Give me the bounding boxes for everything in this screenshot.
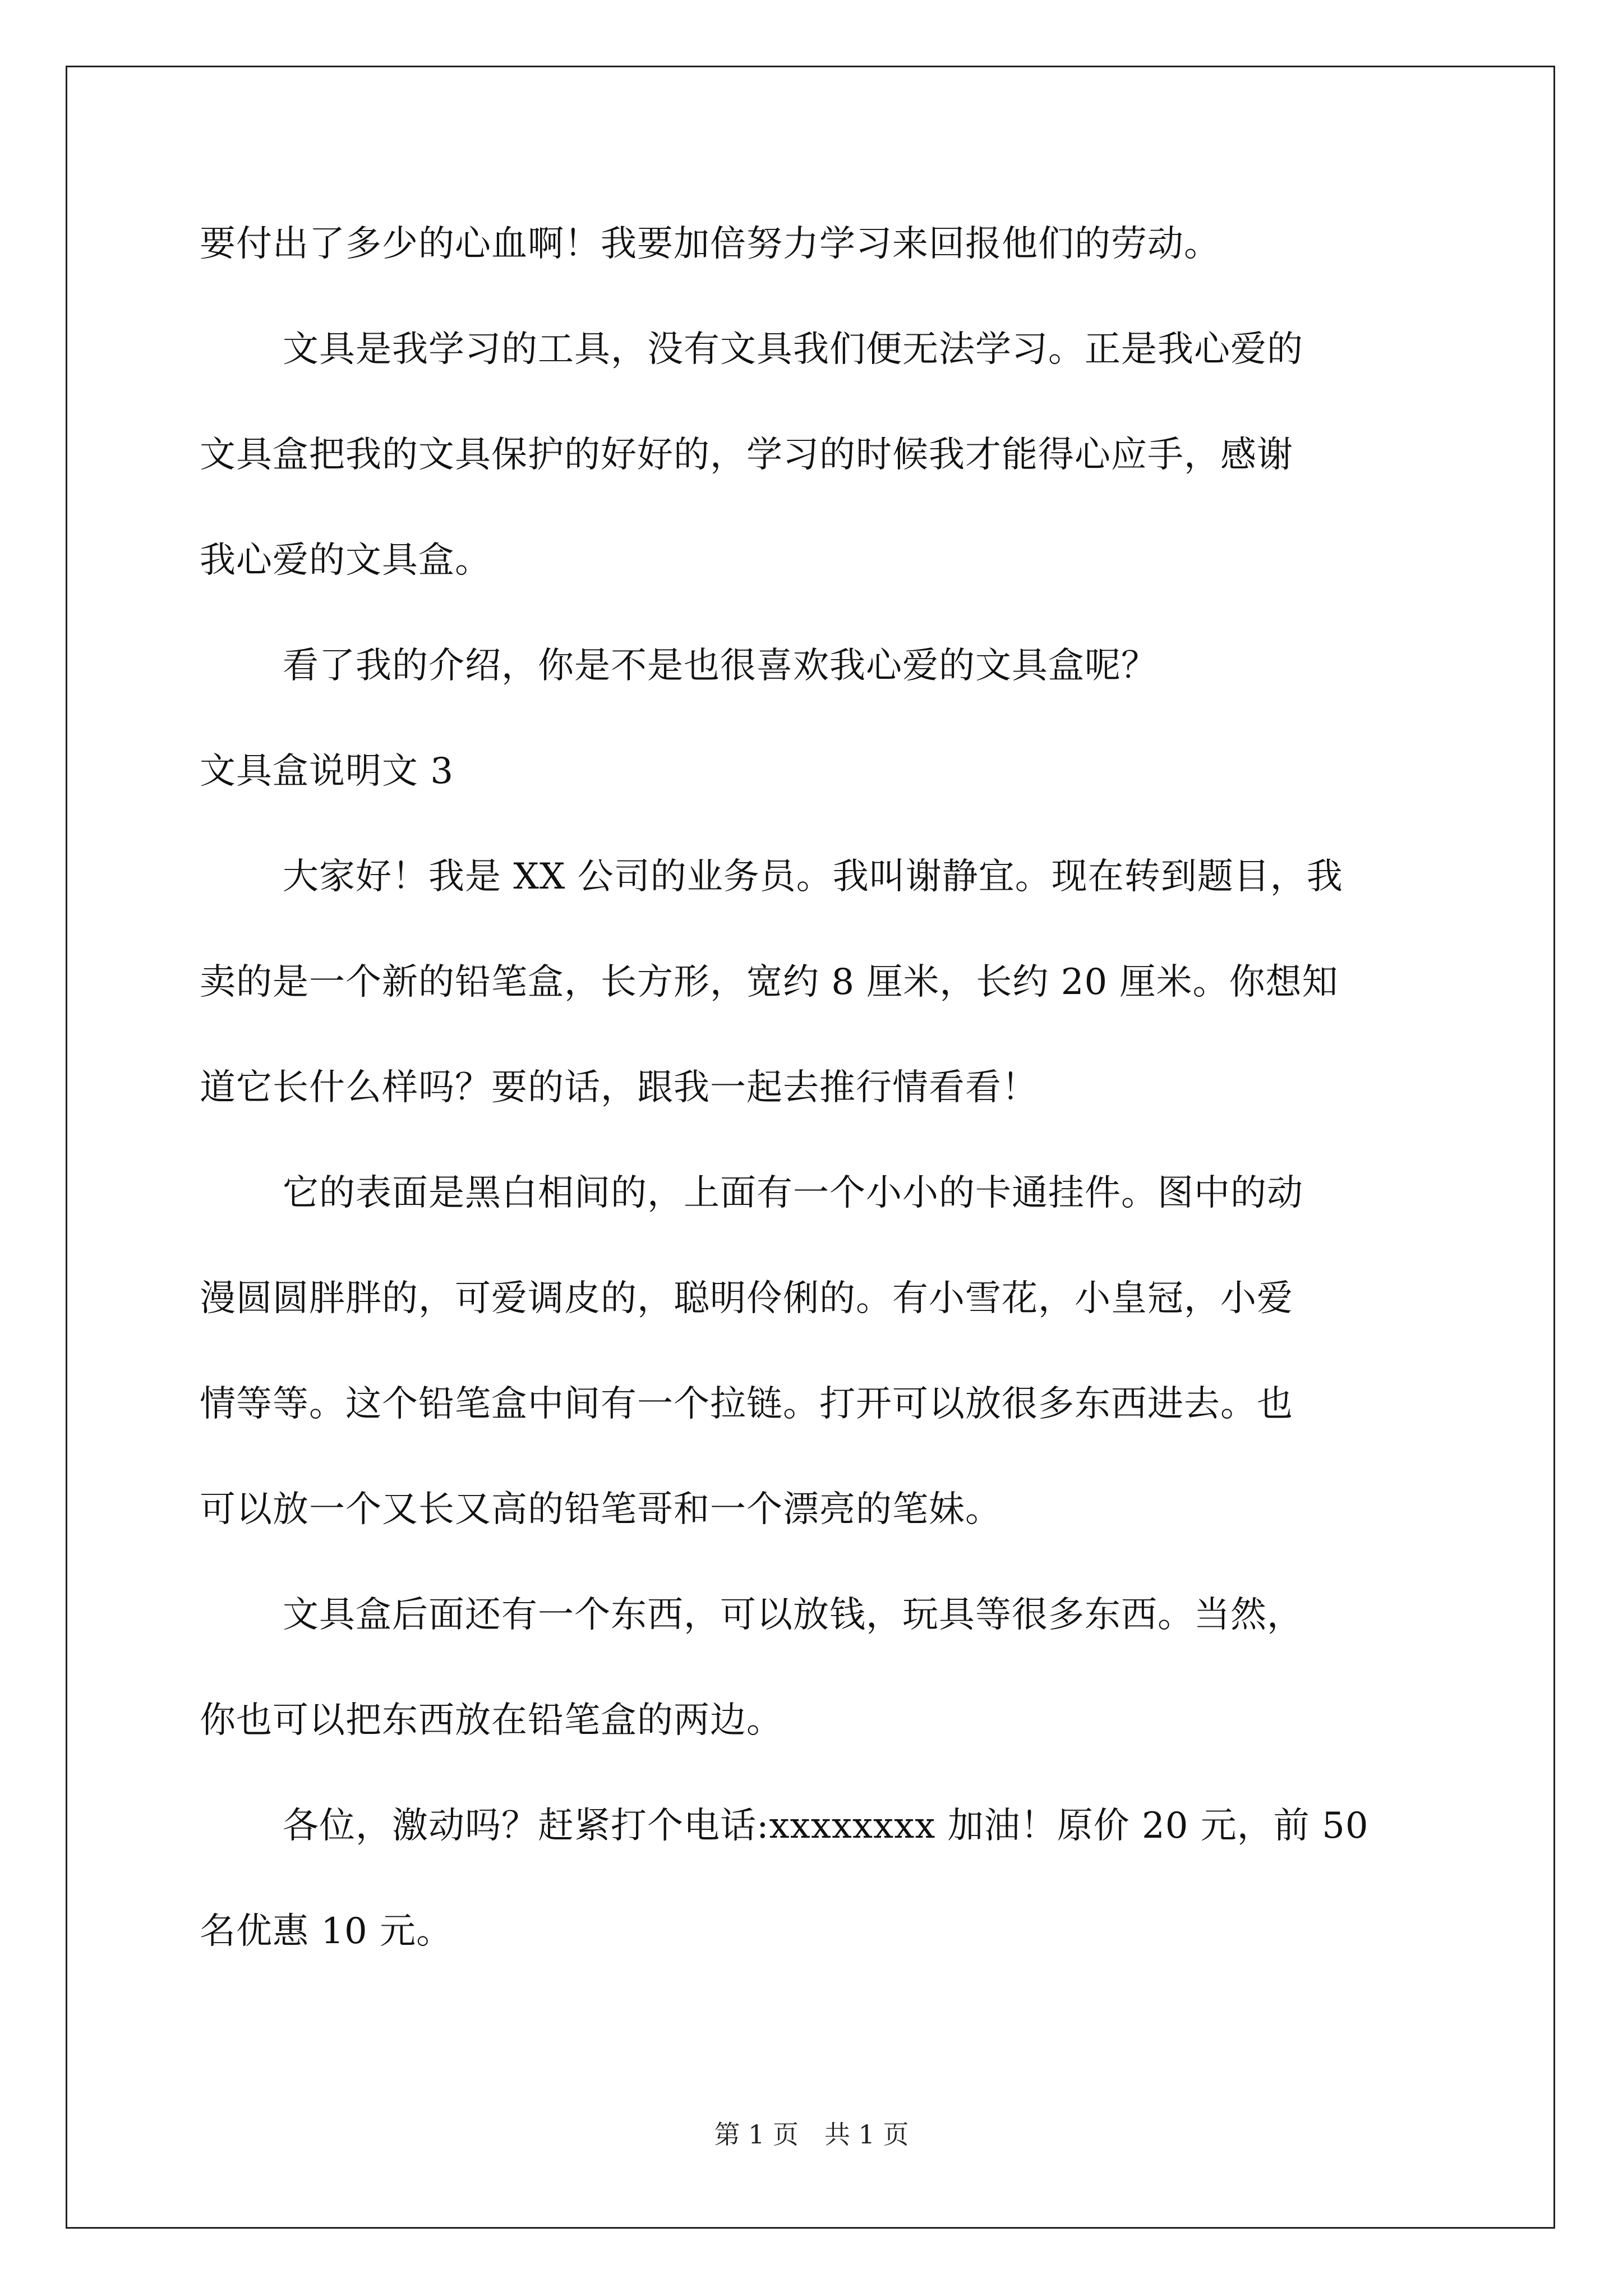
body-line: 大家好！我是 XX 公司的业务员。我叫谢静宜。现在转到题目，我 xyxy=(283,856,1343,898)
body-line: 名优惠 10 元。 xyxy=(200,1911,453,1952)
body-line: 要付出了多少的心血啊！我要加倍努力学习来回报他们的劳动。 xyxy=(200,223,1220,265)
section-heading: 文具盒说明文 3 xyxy=(200,751,454,792)
body-line: 卖的是一个新的铅笔盒，长方形，宽约 8 厘米，长约 20 厘米。你想知 xyxy=(200,961,1339,1003)
body-line: 漫圆圆胖胖的，可爱调皮的，聪明伶俐的。有小雪花，小皇冠，小爱 xyxy=(200,1278,1293,1319)
body-line: 文具是我学习的工具，没有文具我们便无法学习。正是我心爱的 xyxy=(283,329,1303,370)
body-line: 情等等。这个铅笔盒中间有一个拉链。打开可以放很多东西进去。也 xyxy=(200,1383,1293,1425)
body-line: 可以放一个又长又高的铅笔哥和一个漂亮的笔妹。 xyxy=(200,1489,1002,1530)
body-line: 各位，激动吗？赶紧打个电话:xxxxxxxx 加油！原价 20 元，前 50 xyxy=(283,1805,1369,1847)
body-line: 你也可以把东西放在铅笔盒的两边。 xyxy=(200,1700,783,1741)
body-line: 文具盒把我的文具保护的好好的，学习的时候我才能得心应手，感谢 xyxy=(200,434,1293,476)
page-number-footer: 第 1 页 共 1 页 xyxy=(714,2119,909,2150)
body-line: 我心爱的文具盒。 xyxy=(200,540,491,581)
body-line: 道它长什么样吗？要的话，跟我一起去推行情看看！ xyxy=(200,1067,1038,1108)
body-line: 文具盒后面还有一个东西，可以放钱，玩具等很多东西。当然， xyxy=(283,1594,1303,1636)
body-line: 看了我的介绍，你是不是也很喜欢我心爱的文具盒呢？ xyxy=(283,645,1158,687)
body-line: 它的表面是黑白相间的，上面有一个小小的卡通挂件。图中的动 xyxy=(283,1172,1303,1214)
